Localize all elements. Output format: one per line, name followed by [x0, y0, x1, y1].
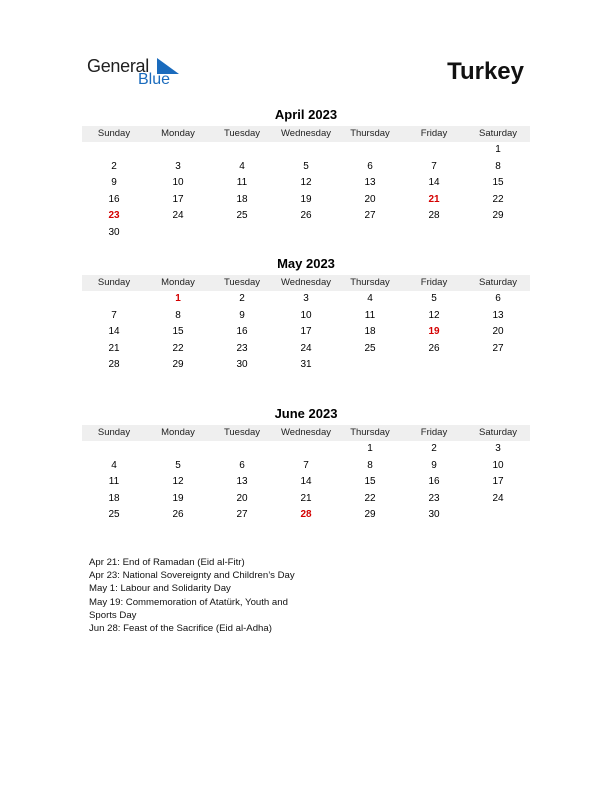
- week-row: [82, 175, 530, 192]
- day-cell: 18: [108, 492, 120, 504]
- empty-day-cell: [82, 291, 146, 308]
- empty-day-cell: [402, 225, 466, 242]
- day-cell: 4: [367, 293, 373, 304]
- day-cell: 12: [300, 177, 312, 189]
- day-cell: 26: [172, 509, 184, 521]
- day-cell: 9: [239, 309, 245, 321]
- day-cell: 11: [236, 177, 248, 189]
- week-row: [82, 308, 530, 325]
- empty-day-cell: [466, 357, 530, 374]
- day-cell: 15: [172, 326, 184, 338]
- weekday-label: Friday: [420, 277, 448, 288]
- holiday-day-cell: 23: [108, 210, 120, 222]
- day-cell: 29: [172, 359, 184, 371]
- day-cell: 16: [236, 326, 248, 338]
- day-cell: 26: [300, 210, 312, 222]
- empty-day-cell: [146, 142, 210, 159]
- week-row: [82, 142, 530, 159]
- day-cell: 8: [367, 459, 373, 471]
- day-cell: 30: [108, 226, 120, 238]
- country-title: Turkey: [447, 58, 524, 85]
- day-cell: 16: [428, 476, 440, 488]
- day-cell: 27: [364, 210, 376, 222]
- day-cell: 10: [492, 459, 504, 471]
- day-cell: 3: [303, 293, 309, 304]
- day-cell: 8: [495, 160, 501, 172]
- day-cell: 26: [428, 342, 440, 354]
- day-cell: 27: [492, 342, 504, 354]
- week-row: [82, 324, 530, 341]
- month-block: [82, 107, 530, 242]
- day-cell: 25: [236, 210, 248, 222]
- week-row: [82, 225, 530, 242]
- month-title: June 2023: [274, 406, 338, 421]
- day-cell: 15: [492, 177, 504, 189]
- day-cell: 2: [431, 443, 437, 454]
- weekday-label: Monday: [161, 277, 195, 288]
- day-cell: 14: [428, 177, 440, 189]
- day-cell: 14: [108, 326, 120, 338]
- day-cell: 24: [492, 492, 504, 504]
- week-row: [82, 441, 530, 458]
- day-cell: 13: [364, 177, 376, 189]
- day-cell: 3: [495, 443, 501, 454]
- weekday-label: Wednesday: [281, 427, 331, 438]
- week-row: [82, 291, 530, 308]
- weekday-header-row: [82, 126, 530, 142]
- day-cell: 16: [108, 193, 120, 205]
- day-cell: 18: [236, 193, 248, 205]
- month-block: [82, 406, 530, 524]
- holiday-note: Sports Day: [89, 609, 137, 621]
- empty-day-cell: [82, 441, 146, 458]
- empty-day-cell: [146, 225, 210, 242]
- day-cell: 22: [492, 193, 504, 205]
- weekday-label: Thursday: [350, 277, 390, 288]
- generalblue-logo: [87, 56, 187, 92]
- day-cell: 1: [495, 144, 501, 155]
- weekday-header-row: [82, 275, 530, 291]
- weekday-label: Saturday: [478, 427, 518, 438]
- day-cell: 25: [108, 509, 120, 521]
- weekday-label: Wednesday: [281, 277, 331, 288]
- day-cell: 19: [300, 193, 312, 205]
- day-cell: 14: [300, 476, 312, 488]
- day-cell: 22: [364, 492, 376, 504]
- empty-day-cell: [146, 441, 210, 458]
- empty-day-cell: [338, 357, 402, 374]
- week-row: [82, 357, 530, 374]
- week-row: [82, 507, 530, 524]
- weekday-label: Tuesday: [223, 128, 261, 139]
- holiday-day-cell: 19: [428, 326, 440, 338]
- week-row: [82, 159, 530, 176]
- day-cell: 1: [367, 443, 373, 454]
- empty-day-cell: [210, 142, 274, 159]
- day-cell: 19: [172, 492, 184, 504]
- day-cell: 12: [428, 309, 440, 321]
- day-cell: 3: [175, 160, 181, 172]
- day-cell: 7: [303, 459, 309, 471]
- day-cell: 10: [172, 177, 184, 189]
- weekday-label: Wednesday: [281, 128, 331, 139]
- day-cell: 5: [175, 459, 181, 471]
- holiday-day-cell: 28: [300, 509, 312, 521]
- day-cell: 6: [495, 293, 501, 304]
- empty-day-cell: [338, 225, 402, 242]
- day-cell: 27: [236, 509, 248, 521]
- day-cell: 21: [108, 342, 120, 354]
- day-cell: 6: [239, 459, 245, 471]
- week-row: [82, 491, 530, 508]
- day-cell: 18: [364, 326, 376, 338]
- day-cell: 29: [364, 509, 376, 521]
- day-cell: 9: [431, 459, 437, 471]
- weekday-label: Monday: [161, 128, 195, 139]
- day-cell: 4: [111, 459, 117, 471]
- day-cell: 23: [236, 342, 248, 354]
- day-cell: 23: [428, 492, 440, 504]
- day-cell: 24: [172, 210, 184, 222]
- weekday-label: Monday: [161, 427, 195, 438]
- logo-text-general: General: [87, 56, 149, 76]
- day-cell: 20: [364, 193, 376, 205]
- empty-day-cell: [210, 225, 274, 242]
- holiday-day-cell: 1: [175, 293, 181, 304]
- weekday-label: Friday: [420, 128, 448, 139]
- day-cell: 10: [300, 309, 312, 321]
- week-row: [82, 474, 530, 491]
- empty-day-cell: [466, 225, 530, 242]
- day-cell: 7: [431, 160, 437, 172]
- holiday-note: Apr 23: National Sovereignty and Children’s Day: [89, 570, 295, 582]
- empty-day-cell: [210, 441, 274, 458]
- day-cell: 25: [364, 342, 376, 354]
- weekday-label: Thursday: [350, 128, 390, 139]
- day-cell: 11: [364, 309, 376, 321]
- day-cell: 31: [300, 359, 312, 371]
- weekday-label: Sunday: [97, 277, 131, 288]
- weekday-label: Thursday: [350, 427, 390, 438]
- day-cell: 2: [111, 160, 117, 172]
- day-cell: 28: [108, 359, 120, 371]
- day-cell: 21: [300, 492, 312, 504]
- day-cell: 29: [492, 210, 504, 222]
- day-cell: 6: [367, 160, 373, 172]
- empty-day-cell: [82, 142, 146, 159]
- weekday-label: Friday: [420, 427, 448, 438]
- month-title: May 2023: [277, 256, 335, 271]
- weekday-header-row: [82, 425, 530, 441]
- empty-day-cell: [274, 225, 338, 242]
- day-cell: 9: [111, 177, 117, 189]
- weekday-label: Saturday: [478, 128, 518, 139]
- holiday-note: Apr 21: End of Ramadan (Eid al-Fitr): [89, 557, 245, 568]
- logo-text-blue: Blue: [138, 71, 171, 88]
- week-row: [82, 208, 530, 225]
- day-cell: 28: [428, 210, 440, 222]
- week-row: [82, 192, 530, 209]
- holiday-notes: [89, 556, 349, 635]
- empty-day-cell: [274, 441, 338, 458]
- weekday-label: Sunday: [97, 128, 131, 139]
- holiday-note: May 19: Commemoration of Atatürk, Youth and: [89, 596, 288, 608]
- day-cell: 11: [108, 476, 120, 488]
- holiday-note: May 1: Labour and Solidarity Day: [89, 583, 231, 595]
- day-cell: 5: [303, 160, 309, 172]
- day-cell: 4: [239, 160, 245, 172]
- weekday-label: Saturday: [478, 277, 518, 288]
- day-cell: 17: [172, 193, 184, 205]
- weekday-label: Tuesday: [223, 427, 261, 438]
- day-cell: 2: [239, 293, 245, 304]
- day-cell: 30: [236, 359, 248, 371]
- weekday-label: Tuesday: [223, 277, 261, 288]
- month-block: [82, 256, 530, 374]
- empty-day-cell: [402, 142, 466, 159]
- day-cell: 17: [492, 476, 504, 488]
- week-row: [82, 458, 530, 475]
- day-cell: 5: [431, 293, 437, 304]
- day-cell: 20: [236, 492, 248, 504]
- week-row: [82, 341, 530, 358]
- day-cell: 12: [172, 476, 184, 488]
- empty-day-cell: [402, 357, 466, 374]
- holiday-note: Jun 28: Feast of the Sacrifice (Eid al-Adha): [89, 623, 272, 635]
- day-cell: 15: [364, 476, 376, 488]
- holiday-day-cell: 21: [428, 193, 440, 205]
- day-cell: 8: [175, 309, 181, 321]
- day-cell: 17: [300, 326, 312, 338]
- day-cell: 20: [492, 326, 504, 338]
- day-cell: 30: [428, 509, 440, 521]
- empty-day-cell: [466, 507, 530, 524]
- day-cell: 24: [300, 342, 312, 354]
- empty-day-cell: [274, 142, 338, 159]
- day-cell: 22: [172, 342, 184, 354]
- weekday-label: Sunday: [97, 427, 131, 438]
- empty-day-cell: [338, 142, 402, 159]
- month-title: April 2023: [274, 107, 338, 122]
- day-cell: 7: [111, 309, 117, 321]
- day-cell: 13: [236, 476, 248, 488]
- day-cell: 13: [492, 309, 504, 321]
